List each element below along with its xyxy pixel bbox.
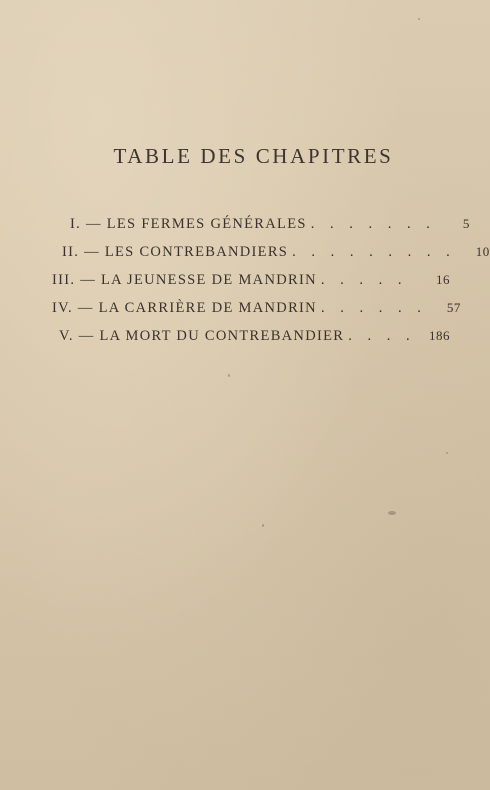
page-title: TABLE DES CHAPITRES xyxy=(113,144,394,168)
paper-speck xyxy=(228,374,230,377)
page-number: 10 xyxy=(475,244,490,259)
page-number: 186 xyxy=(429,328,450,343)
chapter-title: LA CARRIÈRE DE MANDRIN xyxy=(98,300,317,316)
chapter-title: LA JEUNESSE DE MANDRIN xyxy=(100,272,317,288)
chapter-title: LES CONTREBANDIERS xyxy=(104,244,289,260)
chapter-numeral: IV. xyxy=(52,300,73,316)
toc-entry xyxy=(52,300,461,328)
chapter-numeral: II. xyxy=(62,244,80,260)
chapter-title: LA MORT DU CONTREBANDIER xyxy=(99,328,345,344)
chapter-numeral: III. xyxy=(52,272,76,288)
dot-leader: . . . . . . . . . xyxy=(292,244,456,260)
em-dash: — xyxy=(79,244,105,260)
paper-speck xyxy=(418,18,420,20)
page-number: 57 xyxy=(446,300,461,315)
toc-entry xyxy=(52,216,470,244)
dot-leader: . . . . . . xyxy=(320,300,427,316)
toc-entry xyxy=(52,328,450,356)
chapter-numeral: I. xyxy=(70,216,82,232)
dot-leader: . . . . . . . xyxy=(310,216,436,232)
paper-speck xyxy=(388,511,396,515)
em-dash: — xyxy=(81,216,107,232)
chapter-numeral: V. xyxy=(59,328,74,344)
em-dash: — xyxy=(72,300,99,316)
em-dash: — xyxy=(75,272,101,288)
em-dash: — xyxy=(73,328,100,344)
toc-entry xyxy=(52,272,450,300)
page-number: 16 xyxy=(436,272,450,287)
dot-leader: . . . . xyxy=(348,328,416,344)
table-of-contents xyxy=(52,216,490,356)
paper-speck xyxy=(446,452,448,454)
paper-speck xyxy=(262,524,264,527)
chapter-title: LES FERMES GÉNÉRALES xyxy=(106,216,307,232)
page-number: 5 xyxy=(462,216,470,231)
toc-entry xyxy=(52,244,490,272)
dot-leader: . . . . . xyxy=(320,272,408,288)
